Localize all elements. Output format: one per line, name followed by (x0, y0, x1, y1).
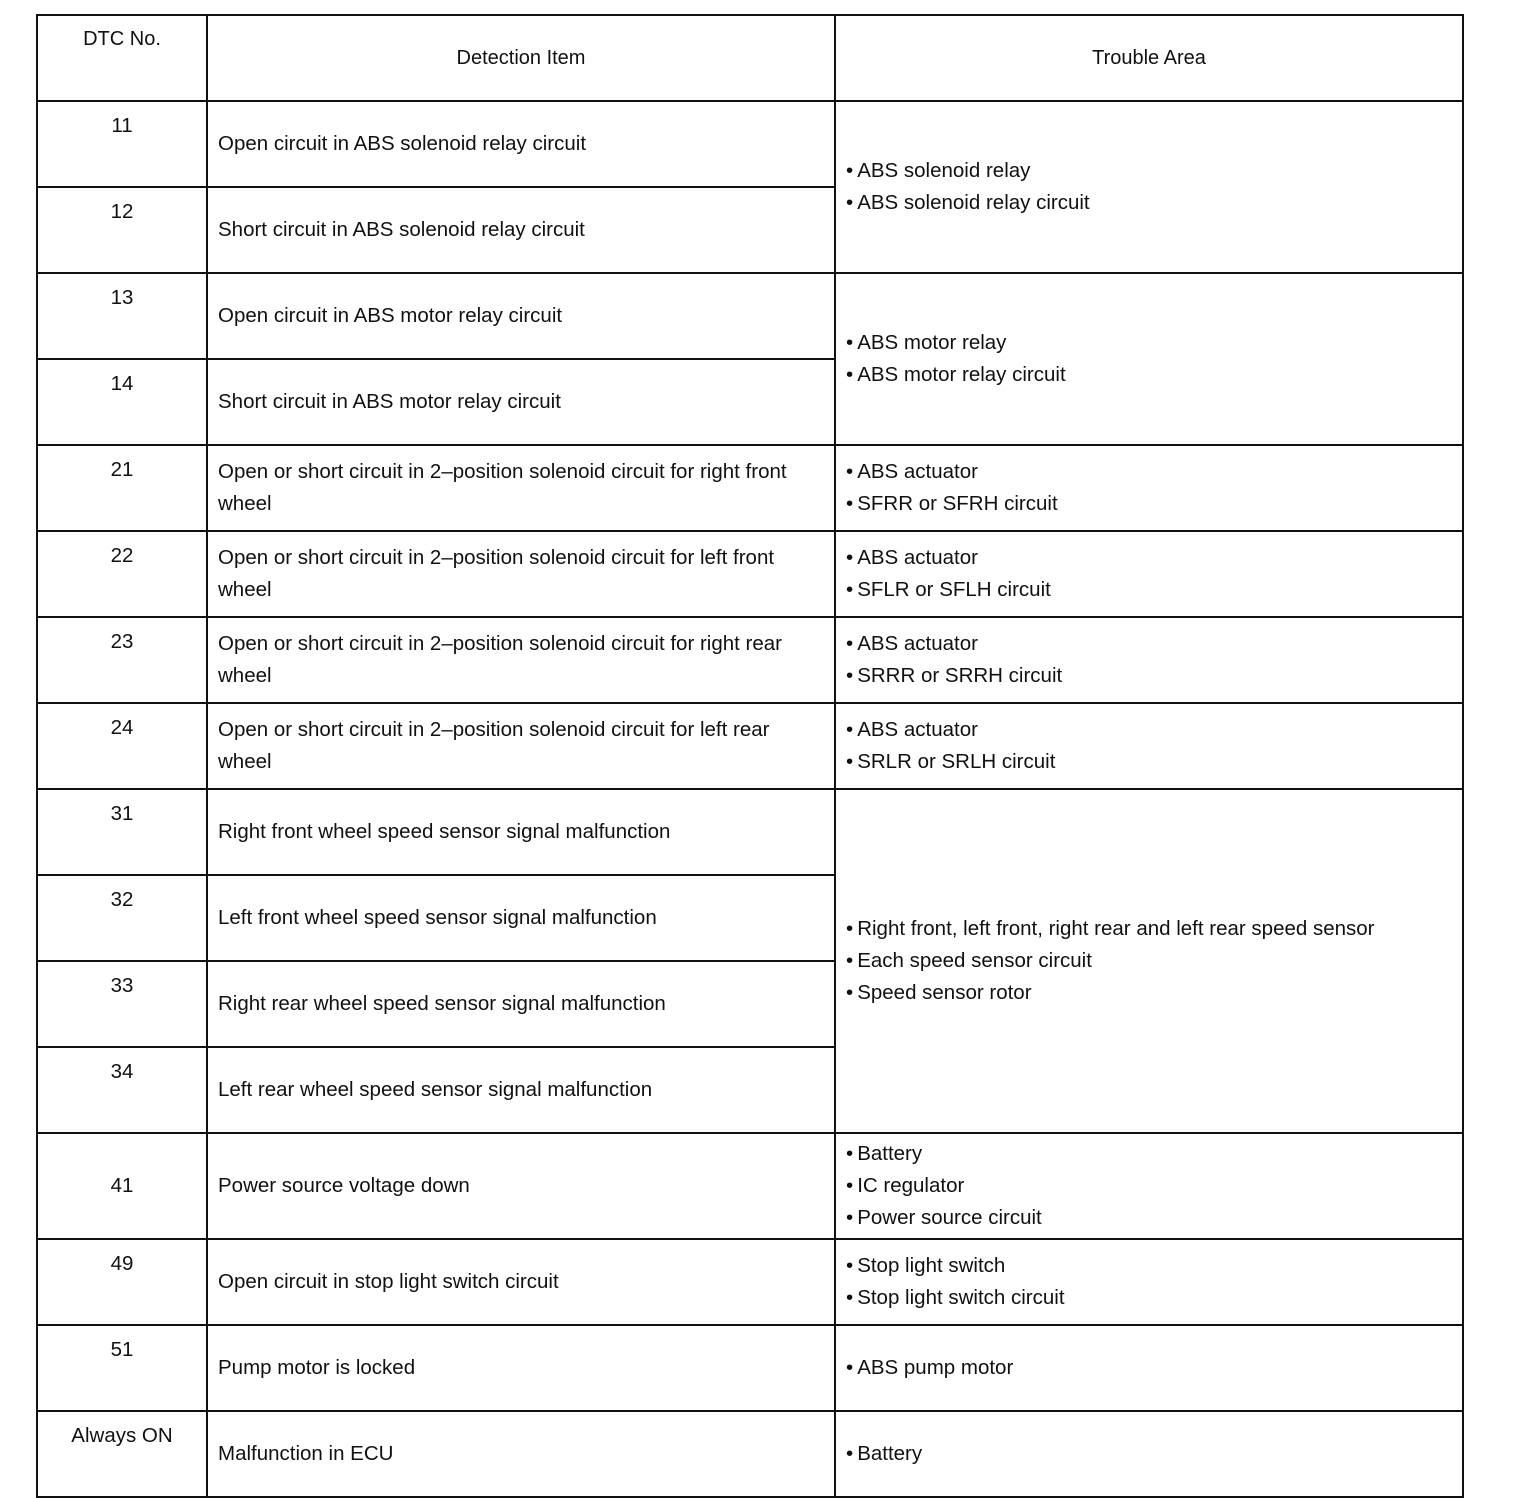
detection-item: Short circuit in ABS motor relay circuit (207, 359, 835, 445)
trouble-area (835, 531, 1463, 617)
dtc-code: 31 (37, 789, 207, 875)
trouble-area-entry: • ABS solenoid relay circuit (846, 187, 1452, 219)
table-row (37, 1239, 1463, 1325)
detection-item: Open or short circuit in 2–position solenoid circuit for right front wheel (207, 445, 835, 531)
trouble-area (835, 789, 1463, 1133)
header-trouble-area: Trouble Area (835, 15, 1463, 101)
header-row (37, 15, 1463, 101)
detection-item: Pump motor is locked (207, 1325, 835, 1411)
trouble-area-entry: • Battery (846, 1138, 1452, 1170)
detection-item: Short circuit in ABS solenoid relay circuit (207, 187, 835, 273)
trouble-area-entry: • SRRR or SRRH circuit (846, 660, 1452, 692)
table-row (37, 1411, 1463, 1497)
dtc-code: 34 (37, 1047, 207, 1133)
detection-item: Open or short circuit in 2–position solenoid circuit for left front wheel (207, 531, 835, 617)
detection-item: Right front wheel speed sensor signal malfunction (207, 789, 835, 875)
header-detection-item: Detection Item (207, 15, 835, 101)
trouble-area (835, 703, 1463, 789)
dtc-code: 23 (37, 617, 207, 703)
table-row (37, 1133, 1463, 1239)
trouble-area (835, 1325, 1463, 1411)
detection-item: Open circuit in ABS solenoid relay circuit (207, 101, 835, 187)
trouble-area-entry: • ABS actuator (846, 542, 1452, 574)
trouble-area-entry: • SFLR or SFLH circuit (846, 574, 1452, 606)
detection-item: Open circuit in stop light switch circuit (207, 1239, 835, 1325)
trouble-area-entry: • Speed sensor rotor (846, 977, 1452, 1009)
dtc-code: Always ON (37, 1411, 207, 1497)
trouble-area-entry: • ABS motor relay (846, 327, 1452, 359)
detection-item: Left rear wheel speed sensor signal malfunction (207, 1047, 835, 1133)
table-row (37, 531, 1463, 617)
detection-item: Right rear wheel speed sensor signal malfunction (207, 961, 835, 1047)
trouble-area-entry: • Power source circuit (846, 1202, 1452, 1234)
dtc-code: 32 (37, 875, 207, 961)
trouble-area-entry: • ABS actuator (846, 714, 1452, 746)
trouble-area (835, 101, 1463, 273)
trouble-area-entry: • Battery (846, 1438, 1452, 1470)
detection-item: Open or short circuit in 2–position solenoid circuit for left rear wheel (207, 703, 835, 789)
detection-item: Open or short circuit in 2–position solenoid circuit for right rear wheel (207, 617, 835, 703)
dtc-code: 49 (37, 1239, 207, 1325)
trouble-area-entry: • Each speed sensor circuit (846, 945, 1452, 977)
table-row (37, 445, 1463, 531)
trouble-area-entry: • ABS pump motor (846, 1352, 1452, 1384)
trouble-area-entry: • Right front, left front, right rear and left rear speed sensor (846, 913, 1452, 945)
dtc-code: 22 (37, 531, 207, 617)
trouble-area-entry: • IC regulator (846, 1170, 1452, 1202)
header-dtc-no: DTC No. (37, 15, 207, 101)
trouble-area-entry: • SFRR or SFRH circuit (846, 488, 1452, 520)
table-row (37, 273, 1463, 359)
table-row (37, 1325, 1463, 1411)
dtc-code: 51 (37, 1325, 207, 1411)
trouble-area (835, 1133, 1463, 1239)
detection-item: Malfunction in ECU (207, 1411, 835, 1497)
trouble-area-entry: • ABS actuator (846, 628, 1452, 660)
detection-item: Left front wheel speed sensor signal malfunction (207, 875, 835, 961)
table-row (37, 703, 1463, 789)
dtc-code: 12 (37, 187, 207, 273)
trouble-area-entry: • ABS solenoid relay (846, 155, 1452, 187)
dtc-code: 13 (37, 273, 207, 359)
dtc-code: 14 (37, 359, 207, 445)
trouble-area-entry: • Stop light switch circuit (846, 1282, 1452, 1314)
dtc-code: 21 (37, 445, 207, 531)
dtc-code: 11 (37, 101, 207, 187)
dtc-code: 41 (37, 1133, 207, 1239)
trouble-area (835, 1239, 1463, 1325)
detection-item: Open circuit in ABS motor relay circuit (207, 273, 835, 359)
trouble-area (835, 445, 1463, 531)
trouble-area-entry: • SRLR or SRLH circuit (846, 746, 1452, 778)
table-row (37, 617, 1463, 703)
dtc-code: 33 (37, 961, 207, 1047)
trouble-area-entry: • Stop light switch (846, 1250, 1452, 1282)
trouble-area-entry: • ABS motor relay circuit (846, 359, 1452, 391)
table-row (37, 101, 1463, 187)
trouble-area (835, 273, 1463, 445)
dtc-code: 24 (37, 703, 207, 789)
table-row (37, 789, 1463, 875)
detection-item: Power source voltage down (207, 1133, 835, 1239)
trouble-area (835, 1411, 1463, 1497)
trouble-area (835, 617, 1463, 703)
trouble-area-entry: • ABS actuator (846, 456, 1452, 488)
dtc-table (36, 14, 1464, 1498)
